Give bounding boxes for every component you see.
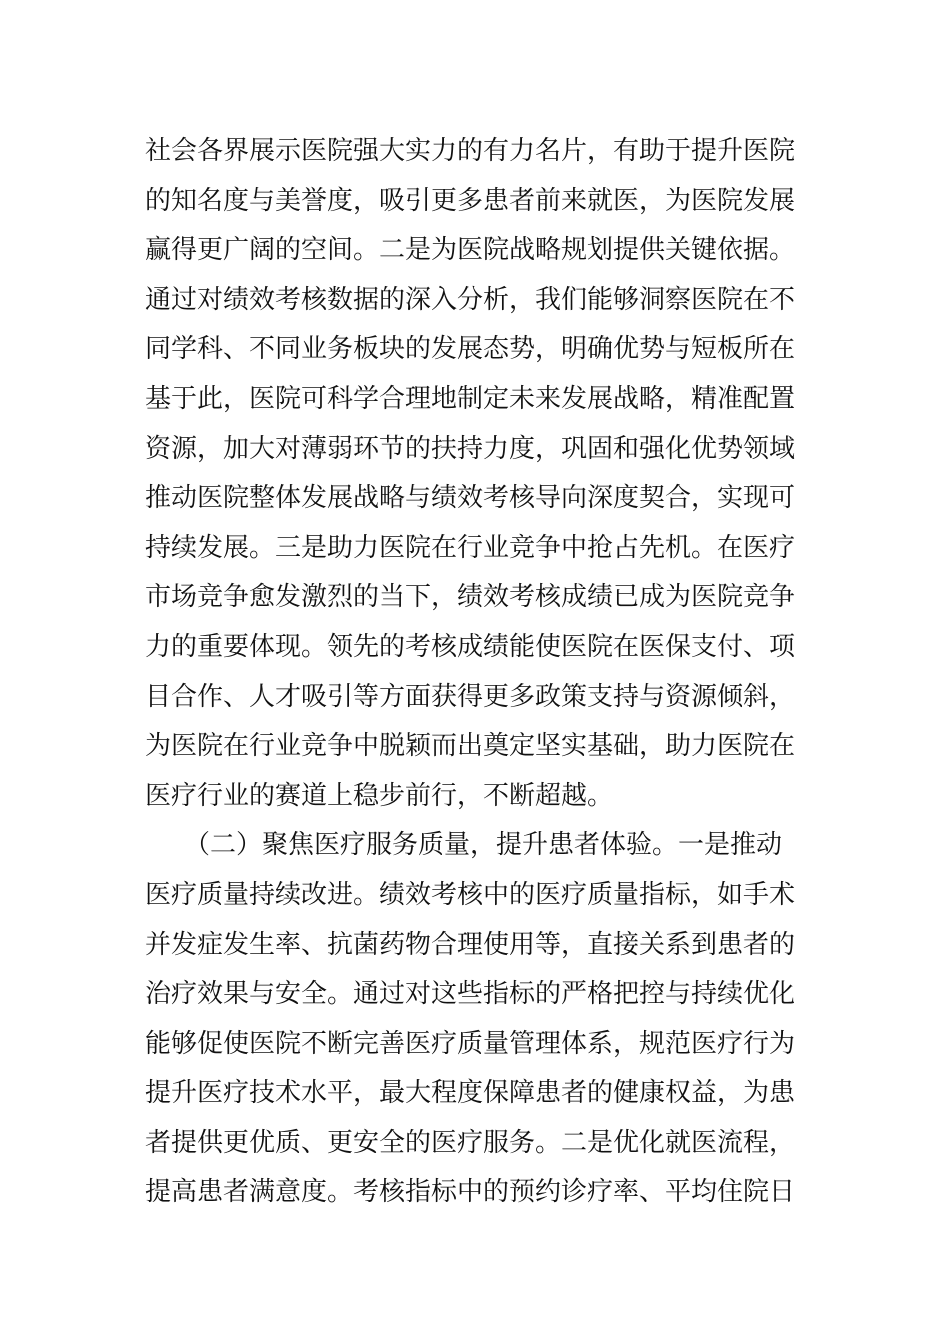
text-line: 为医院在行业竞争中脱颖而出奠定坚实基础，助力医院在: [145, 731, 796, 762]
text-line: 者提供更优质、更安全的医疗服务。二是优化就医流程，: [145, 1127, 796, 1158]
text-line: 提高患者满意度。考核指标中的预约诊疗率、平均住院日: [145, 1177, 796, 1208]
text-line: 目合作、人才吸引等方面获得更多政策支持与资源倾斜，: [145, 681, 796, 712]
text-line: 资源，加大对薄弱环节的扶持力度，巩固和强化优势领域: [145, 433, 796, 464]
body-text: [145, 127, 810, 1218]
text-line: 推动医院整体发展战略与绩效考核导向深度契合，实现可: [145, 483, 796, 514]
text-line: 同学科、不同业务板块的发展态势，明确优势与短板所在: [145, 334, 796, 365]
text-line: 社会各界展示医院强大实力的有力名片，有助于提升医院: [145, 136, 796, 166]
text-line: 治疗效果与安全。通过对这些指标的严格把控与持续优化: [145, 979, 796, 1010]
text-line: 并发症发生率、抗菌药物合理使用等，直接关系到患者的: [145, 929, 796, 960]
text-line: 持续发展。三是助力医院在行业竞争中抢占先机。在医疗: [145, 532, 796, 563]
text-line: 提升医疗技术水平，最大程度保障患者的健康权益，为患: [145, 1078, 796, 1109]
text-line: 医疗质量持续改进。绩效考核中的医疗质量指标，如手术: [145, 879, 796, 910]
text-line: 赢得更广阔的空间。二是为医院战略规划提供关键依据。: [145, 235, 796, 266]
text-line: 能够促使医院不断完善医疗质量管理体系，规范医疗行为: [145, 1028, 796, 1059]
text-line: 力的重要体现。领先的考核成绩能使医院在医保支付、项: [145, 631, 796, 662]
text-line: 的知名度与美誉度，吸引更多患者前来就医，为医院发展: [145, 185, 796, 216]
section-heading-line: （二）聚焦医疗服务质量，提升患者体验。一是推动: [145, 830, 783, 861]
text-line: 通过对绩效考核数据的深入分析，我们能够洞察医院在不: [145, 284, 796, 315]
text-line: 基于此，医院可科学合理地制定未来发展战略，精准配置: [145, 383, 796, 414]
text-line: 医疗行业的赛道上稳步前行，不断超越。: [145, 780, 614, 811]
text-line: 市场竞争愈发激烈的当下，绩效考核成绩已成为医院竞争: [145, 582, 796, 613]
